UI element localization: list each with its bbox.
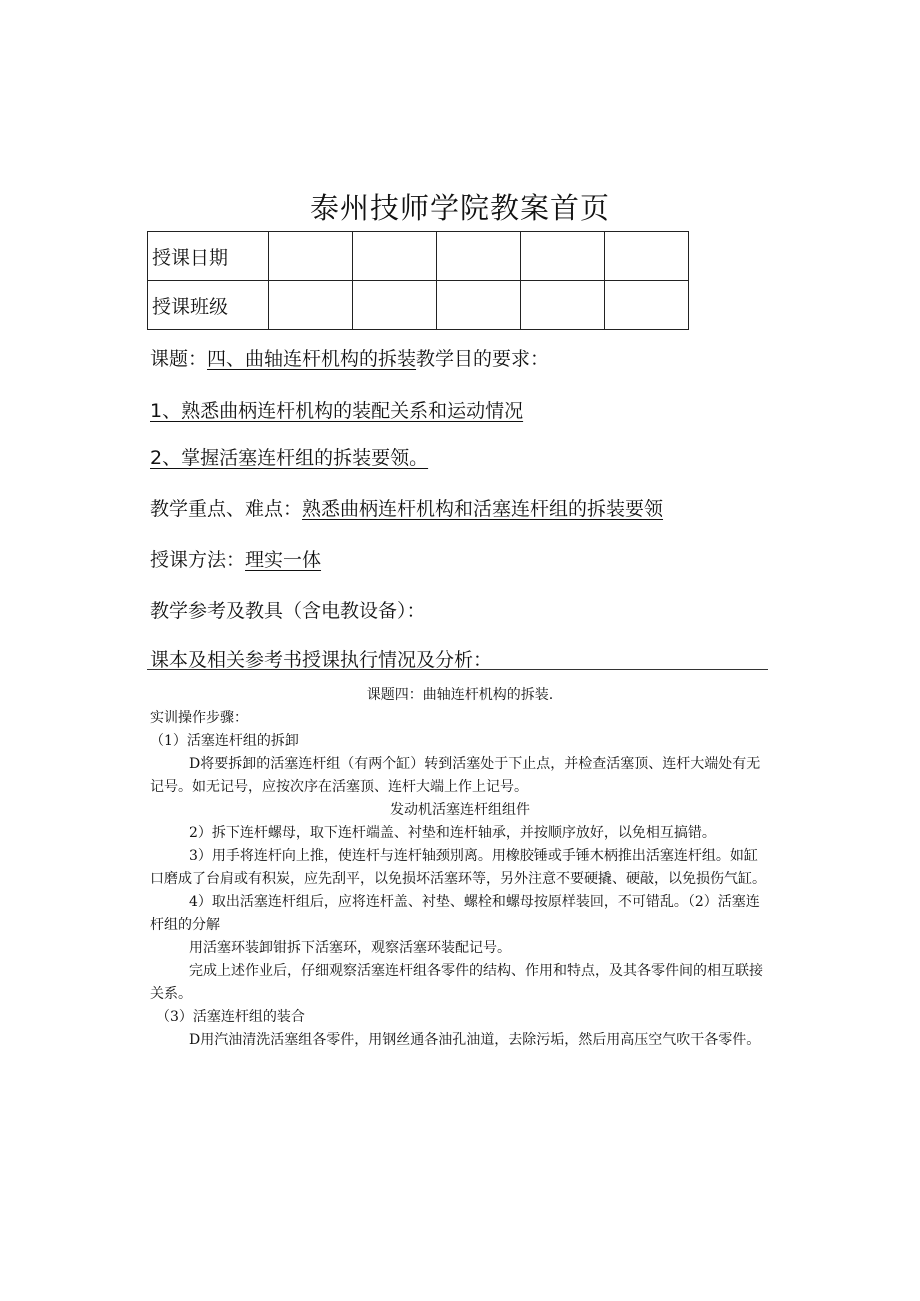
- figure-caption: 发动机活塞连杆组组件: [390, 802, 530, 818]
- section-3-title: （3）活塞连杆组的装合: [156, 1009, 305, 1025]
- method-value: 理实一体: [245, 549, 322, 571]
- execution-label: 课本及相关参考书授课执行情况及分析：: [150, 649, 493, 671]
- key-points-label: 教学重点、难点：: [150, 498, 303, 520]
- lesson-content: [150, 684, 770, 1052]
- divider: [147, 669, 768, 670]
- class-label: 授课班级: [148, 281, 269, 330]
- paragraph: 4）取出活塞连杆组后，应将连杆盖、衬垫、螺栓和螺母按原样装回，不可错乱。（2）活塞连杆组的分解: [150, 894, 760, 933]
- steps-label: 实训操作步骤：: [150, 710, 248, 726]
- table-cell: [353, 281, 437, 330]
- execution-line: [150, 645, 492, 672]
- reference-label: 教学参考及教具（含电教设备）：: [150, 600, 426, 622]
- key-points-line: [150, 494, 663, 521]
- objective-2-text: 2、掌握活塞连杆组的拆装要领。: [150, 447, 429, 469]
- method-line: [150, 545, 321, 572]
- objective-1-text: 1、熟悉曲柄连杆机构的装配关系和运动情况: [150, 400, 524, 422]
- table-row: [148, 232, 689, 281]
- objective-1: [150, 396, 523, 423]
- table-cell: [521, 232, 605, 281]
- reference-line: [150, 596, 426, 623]
- paragraph: 用活塞环装卸钳拆下活塞环，观察活塞环装配记号。: [189, 940, 511, 956]
- date-label: 授课日期: [148, 232, 269, 281]
- objective-label: 教学目的要求：: [416, 348, 550, 370]
- table-row: [148, 281, 689, 330]
- paragraph: 完成上述作业后，仔细观察活塞连杆组各零件的结构、作用和特点，及其各零件间的相互联接关系。: [150, 963, 763, 1002]
- paragraph: 3）用手将连杆向上推，使连杆与连杆轴颈別离。用橡胶锤或手锤木柄推出活塞连杆组。如缸口磨成了台肩或有积炭，应先刮平，以免损坏活塞环等，另外注意不要硬撬、硬敲，以免损伤气缸。: [150, 848, 766, 887]
- table-cell: [521, 281, 605, 330]
- key-points-value: 熟悉曲柄连杆机构和活塞连杆组的拆装要领: [302, 498, 664, 520]
- table-cell: [437, 281, 521, 330]
- table-cell: [605, 281, 689, 330]
- schedule-table: [147, 231, 689, 330]
- content-heading: 课题四：曲轴连杆机构的拆装.: [366, 687, 554, 703]
- topic-line: [150, 344, 549, 371]
- paragraph: D将要拆卸的活塞连杆组（有两个缸）转到活塞处于下止点，并检查活塞顶、连杆大端处有无记号。如无记号，应按次序在活塞顶、连杆大端上作上记号。: [150, 756, 761, 795]
- paragraph: D用汽油清洗活塞组各零件，用钢丝通各油孔油道，去除污垢，然后用高压空气吹干各零件。: [189, 1032, 761, 1048]
- table-cell: [269, 232, 353, 281]
- table-cell: [437, 232, 521, 281]
- table-cell: [605, 232, 689, 281]
- method-label: 授课方法：: [150, 549, 246, 571]
- topic-value: 四、曲轴连杆机构的拆装: [207, 348, 417, 370]
- section-1-title: （1）活塞连杆组的拆卸: [150, 733, 299, 749]
- paragraph: 2）拆下连杆螺母，取下连杆端盖、衬垫和连杆轴承，并按顺序放好，以免相互搞错。: [189, 825, 716, 841]
- topic-label: 课题：: [150, 348, 208, 370]
- objective-2: [150, 443, 428, 470]
- table-cell: [353, 232, 437, 281]
- table-cell: [269, 281, 353, 330]
- page-title: 泰州技师学院教案首页: [309, 191, 610, 225]
